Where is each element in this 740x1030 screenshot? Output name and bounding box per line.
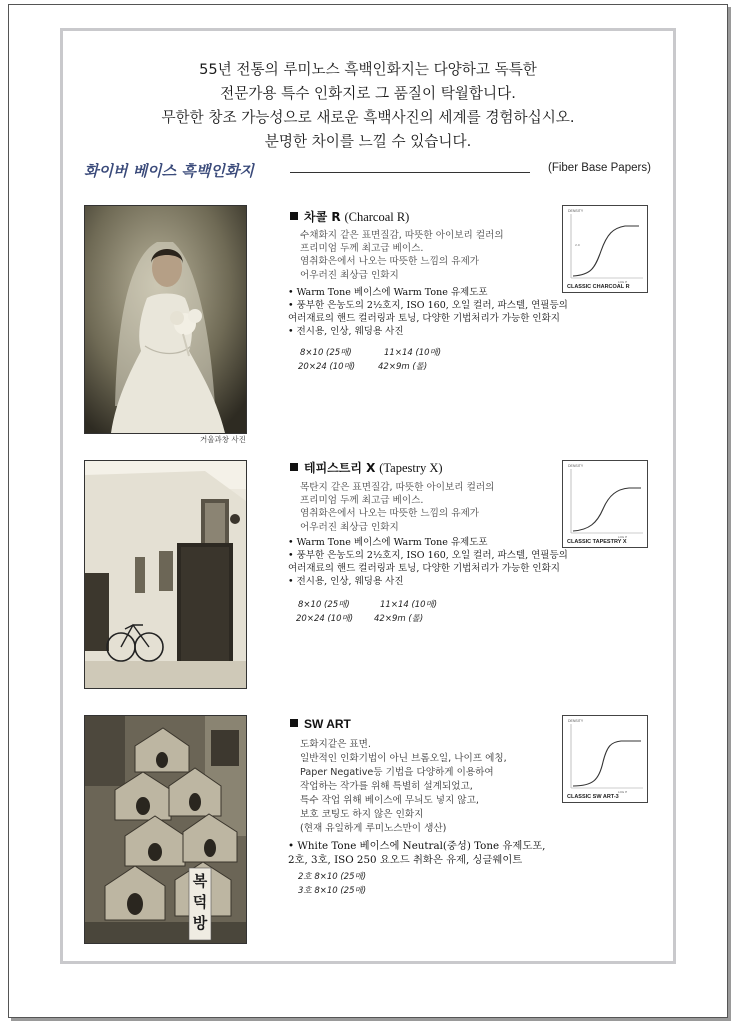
size-item: 8×10 (25매) bbox=[298, 600, 350, 610]
feature-line: • 풍부한 은농도의 2½호지, ISO 160, 오일 컬러, 파스텔, 연필등의 bbox=[288, 300, 568, 311]
desc-line: 도화지같은 표면. bbox=[300, 739, 371, 750]
building-bicycle-photo bbox=[84, 460, 247, 689]
graph-axis-label: DENSITY bbox=[568, 719, 584, 723]
desc-line: 특수 작업 위해 베이스에 무늬도 넣지 않고, bbox=[300, 795, 479, 806]
desc-line: 수채화지 같은 표면질감, 따뜻한 아이보리 컬러의 bbox=[300, 230, 504, 241]
size-item: 20×24 (10매) bbox=[296, 614, 354, 624]
product-sizes bbox=[298, 870, 498, 898]
svg-text:LOG E: LOG E bbox=[618, 535, 628, 539]
characteristic-curve-graph bbox=[562, 715, 648, 803]
product-sizes bbox=[298, 598, 498, 626]
graph-axis-label: DENSITY bbox=[568, 209, 584, 213]
product-features bbox=[288, 286, 568, 338]
size-item: 42×9m (롤) bbox=[378, 362, 428, 372]
desc-line: 작업하는 작가를 위해 특별히 설계되었고, bbox=[300, 781, 473, 792]
feature-line: • Warm Tone 베이스에 Warm Tone 유제도포 bbox=[288, 537, 488, 548]
bullet-square-icon bbox=[290, 719, 298, 727]
bullet-square-icon bbox=[290, 463, 298, 471]
desc-line: Paper Negative등 기법을 다양하게 이용하여 bbox=[300, 767, 494, 778]
size-item: 11×14 (10매) bbox=[384, 348, 442, 358]
desc-line: 어우러진 최상급 인화지 bbox=[300, 269, 399, 281]
desc-line: 목탄지 같은 표면질감, 따뜻한 아이보리 컬러의 bbox=[300, 482, 495, 493]
section-rule bbox=[290, 172, 530, 173]
feature-line: • White Tone 베이스에 Neutral(중성) Tone 유제도포, bbox=[288, 840, 546, 852]
product-features bbox=[288, 536, 568, 588]
feature-line: • Warm Tone 베이스에 Warm Tone 유제도포 bbox=[288, 287, 488, 298]
size-item: 42×9m (롤) bbox=[374, 614, 424, 624]
product-name-ko: 테피스트리 X bbox=[304, 461, 376, 475]
graph-axis-label: DENSITY bbox=[568, 464, 584, 468]
bullet-square-icon bbox=[290, 212, 298, 220]
size-item: 3호 8×10 (25매) bbox=[298, 886, 367, 896]
desc-line: 보호 코팅도 하지 않은 인화지 bbox=[300, 809, 424, 820]
doghouses-photo bbox=[84, 715, 247, 944]
product-name-en: (Charcoal R) bbox=[344, 210, 410, 224]
intro-line: 55년 전통의 루미노스 흑백인화지는 다양하고 독특한 bbox=[199, 61, 537, 78]
product-description bbox=[300, 738, 507, 836]
desc-line: 프리미엄 두께 최고급 베이스. bbox=[300, 495, 424, 507]
svg-text:LOG E: LOG E bbox=[618, 280, 628, 284]
desc-line: 염취화은에서 나오는 따뜻한 느낌의 유제가 bbox=[300, 256, 480, 268]
intro-text bbox=[62, 58, 674, 154]
product-title-sw-art bbox=[290, 717, 351, 731]
desc-line: 어우러진 최상급 인화지 bbox=[300, 521, 399, 533]
product-title-tapestry-x bbox=[290, 459, 443, 476]
desc-line: (현재 유일하게 루미노스만이 생산) bbox=[300, 823, 447, 834]
photo-caption: 거울과창 사진 bbox=[200, 435, 246, 444]
svg-text:2.0: 2.0 bbox=[575, 243, 580, 247]
bride-photo bbox=[84, 205, 247, 434]
desc-line: 일반적인 인화기법이 아닌 브롬오일, 나이프 에칭, bbox=[300, 753, 507, 764]
product-description bbox=[300, 229, 504, 282]
feature-line: 2호, 3호, ISO 250 요오드 취화은 유제, 싱글웨이트 bbox=[288, 854, 523, 866]
intro-line: 전문가용 특수 인화지로 그 품질이 탁월합니다. bbox=[220, 85, 516, 102]
feature-line: • 풍부한 은농도의 2½호지, ISO 160, 오일 컬러, 파스텔, 연필등의 bbox=[288, 550, 568, 561]
product-description bbox=[300, 481, 494, 534]
graph-label: CLASSIC CHARCOAL R bbox=[567, 284, 630, 290]
sign-text: 복덕방 bbox=[192, 872, 208, 932]
feature-line: 여러재료의 핸드 컬러링과 토닝, 다양한 기법처리가 가능한 인화지 bbox=[288, 563, 560, 574]
desc-line: 염취화은에서 나오는 따뜻한 느낌의 유제가 bbox=[300, 508, 480, 520]
product-name-en: (Tapestry X) bbox=[379, 461, 443, 475]
size-item: 20×24 (10매) bbox=[298, 362, 356, 372]
product-sizes bbox=[300, 346, 500, 374]
graph-label: CLASSIC TAPESTRY X bbox=[567, 539, 627, 545]
characteristic-curve-graph bbox=[562, 205, 648, 293]
product-title-charcoal-r bbox=[290, 208, 409, 225]
desc-line: 프리미엄 두께 최고급 베이스. bbox=[300, 243, 424, 255]
intro-line: 분명한 차이를 느낄 수 있습니다. bbox=[264, 133, 472, 150]
graph-label: CLASSIC SW ART-3 bbox=[567, 794, 619, 800]
feature-line: • 전시용, 인상, 웨딩용 사진 bbox=[288, 576, 404, 587]
product-name-ko: SW ART bbox=[304, 717, 351, 731]
size-item: 2호 8×10 (25매) bbox=[298, 872, 367, 882]
product-name-ko: 차콜 R bbox=[304, 210, 341, 224]
intro-line: 무한한 창조 가능성으로 새로운 흑백사진의 세계를 경험하십시오. bbox=[161, 109, 575, 126]
svg-text:LOG E: LOG E bbox=[618, 790, 628, 794]
product-features bbox=[288, 839, 545, 867]
characteristic-curve-graph bbox=[562, 460, 648, 548]
section-title-en: (Fiber Base Papers) bbox=[548, 162, 651, 174]
size-item: 8×10 (25매) bbox=[300, 348, 352, 358]
size-item: 11×14 (10매) bbox=[380, 600, 438, 610]
feature-line: • 전시용, 인상, 웨딩용 사진 bbox=[288, 326, 404, 337]
section-title: 화이버 베이스 흑백인화지 bbox=[84, 162, 254, 180]
feature-line: 여러재료의 핸드 컬러링과 토닝, 다양한 기법처리가 가능한 인화지 bbox=[288, 313, 560, 324]
